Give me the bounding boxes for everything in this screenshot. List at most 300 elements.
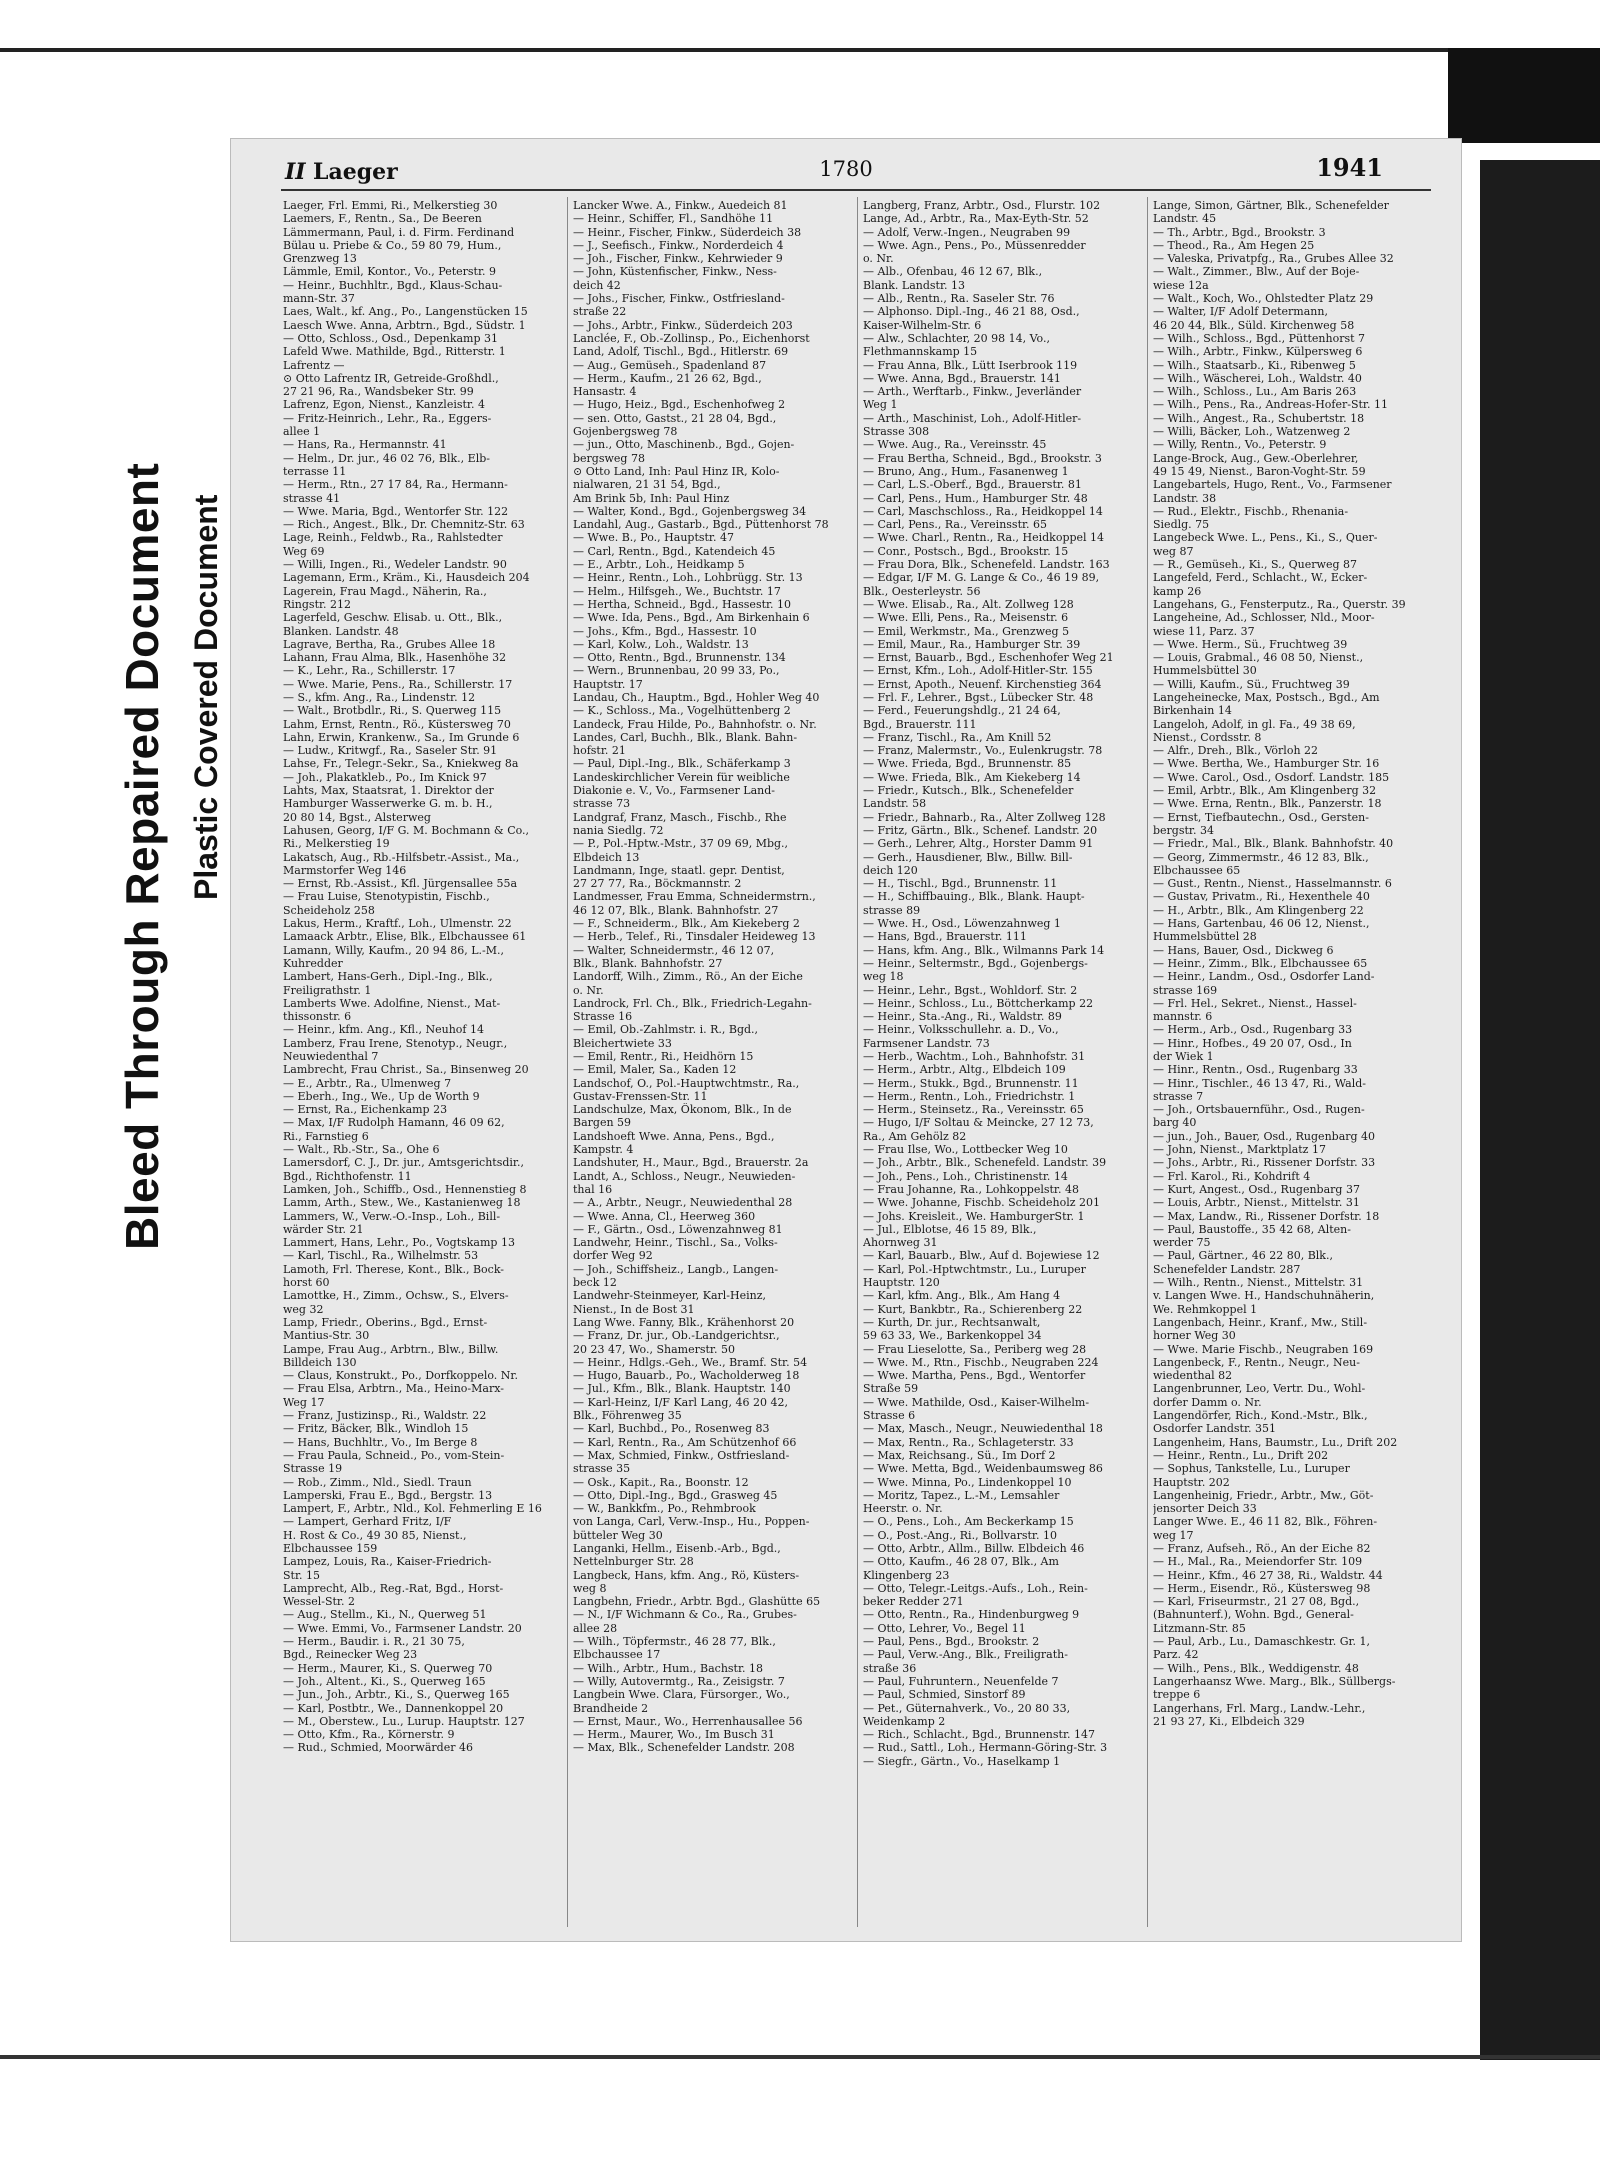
directory-entry-line: — Herm., Arbtr., Altg., Elbdeich 109: [863, 1063, 1066, 1077]
directory-entry-line: weg 18: [863, 970, 904, 984]
directory-entry-line: — Johs., Kfm., Bgd., Hassestr. 10: [573, 624, 757, 638]
directory-entry-line: — Rud., Elektr., Fischb., Rhenania-: [1153, 504, 1349, 518]
directory-entry-line: 59 63 33, We., Barkenkoppel 34: [863, 1329, 1042, 1343]
directory-entry-line: — Ernst, Ra., Eichenkamp 23: [283, 1103, 448, 1117]
directory-entry-line: — Walter, Kond., Bgd., Gojenbergsweg 34: [573, 504, 807, 518]
directory-entry-line: — Wilh., Angest., Ra., Schubertstr. 18: [1153, 411, 1365, 425]
directory-entry-line: Langanki, Hellm., Eisenb.-Arb., Bgd.,: [573, 1541, 781, 1555]
directory-entry-line: — jun., Joh., Bauer, Osd., Rugenbarg 40: [1153, 1129, 1376, 1143]
directory-entry-line: mann-Str. 37: [283, 292, 355, 306]
directory-entry-line: — Conr., Postsch., Bgd., Brookstr. 15: [863, 544, 1069, 558]
directory-entry-line: — Ernst, Kfm., Loh., Adolf-Hitler-Str. 155: [863, 664, 1093, 678]
directory-entry-line: Langbehn, Friedr., Arbtr. Bgd., Glashütte 65: [573, 1595, 821, 1609]
directory-entry-line: — Karl, Friseurmstr., 21 27 08, Bgd.,: [1153, 1595, 1360, 1609]
directory-entry-line: — Arth., Maschinist, Loh., Adolf-Hitler-: [863, 411, 1082, 425]
directory-entry-line: 20 23 47, Wo., Shamerstr. 50: [573, 1342, 735, 1356]
directory-entry-line: Landshoeft Wwe. Anna, Pens., Bgd.,: [573, 1129, 775, 1143]
directory-entry-line: Osdorfer Landstr. 351: [1153, 1422, 1277, 1436]
directory-entry-line: Langenbrunner, Leo, Vertr. Du., Wohl-: [1153, 1382, 1366, 1396]
directory-entry-line: o. Nr.: [863, 252, 894, 266]
directory-entry-line: — Rich., Schlacht., Bgd., Brunnenstr. 147: [863, 1728, 1095, 1742]
directory-entry-line: Nettelnburger Str. 28: [573, 1555, 694, 1569]
directory-entry-line: — Gustav, Privatm., Ri., Hexenthele 40: [1153, 890, 1370, 904]
directory-entry-line: — Alw., Schlachter, 20 98 14, Vo.,: [863, 331, 1050, 345]
directory-entry-line: — Wwe. Elli, Pens., Ra., Meisenstr. 6: [863, 611, 1069, 625]
directory-entry-line: — Ernst, Apoth., Neuenf. Kirchenstieg 364: [863, 677, 1102, 691]
directory-entry-line: straße 36: [863, 1661, 917, 1675]
directory-entry-line: — Otto, Rentn., Bgd., Brunnenstr. 134: [573, 651, 786, 665]
directory-entry-line: Lange, Simon, Gärtner, Blk., Schenefelder: [1153, 199, 1389, 212]
directory-entry-line: Hauptstr. 120: [863, 1276, 940, 1290]
directory-entry-line: — Eberh., Ing., We., Up de Worth 9: [283, 1089, 480, 1103]
directory-entry-line: Lamperski, Frau E., Bgd., Bergstr. 13: [283, 1488, 493, 1502]
directory-entry-line: — Wwe. Minna, Po., Lindenkoppel 10: [863, 1475, 1072, 1489]
directory-entry-line: Landau, Ch., Hauptm., Bgd., Hohler Weg 40: [573, 690, 820, 704]
directory-entry-line: — Frl. Hel., Sekret., Nienst., Hassel-: [1153, 996, 1357, 1010]
directory-entry-line: Landmann, Inge, staatl. gepr. Dentist,: [573, 863, 785, 877]
directory-entry-line: — Karl, Postbtr., We., Dannenkoppel 20: [283, 1701, 504, 1715]
directory-entry-line: Lamberz, Frau Irene, Stenotyp., Neugr.,: [283, 1036, 508, 1050]
directory-entry-line: — Walter, I/F Adolf Determann,: [1153, 305, 1328, 319]
directory-entry-line: — Herm., Stukk., Bgd., Brunnenstr. 11: [863, 1076, 1079, 1090]
bleed-through-label: Bleed Through Repaired Document: [116, 462, 168, 1250]
directory-entry-line: 21 93 27, Ki., Elbdeich 329: [1153, 1714, 1305, 1728]
directory-entry-line: — H., Mal., Ra., Meiendorfer Str. 109: [1153, 1555, 1363, 1569]
directory-entry-line: Lamken, Joh., Schiffb., Osd., Hennenstieg 8: [283, 1182, 527, 1196]
directory-entry-line: Lamberts Wwe. Adolfine, Nienst., Mat-: [283, 996, 501, 1010]
directory-entry-line: — Frau Elsa, Arbtrn., Ma., Heino-Marx-: [283, 1382, 504, 1396]
directory-entry-line: Strasse 19: [283, 1462, 343, 1476]
directory-entry-line: Lamoth, Frl. Therese, Kont., Blk., Bock-: [283, 1262, 505, 1276]
directory-entry-line: — Rich., Angest., Blk., Dr. Chemnitz-Str. 63: [283, 518, 525, 532]
directory-entry-line: — Wwe. Mathilde, Osd., Kaiser-Wilhelm-: [863, 1395, 1090, 1409]
directory-entry-line: Landgraf, Franz, Masch., Fischb., Rhe: [573, 810, 787, 824]
directory-entry-line: — M., Oberstew., Lu., Lurup. Hauptstr. 127: [283, 1714, 525, 1728]
directory-entry-line: — Karl, Buchbd., Po., Rosenweg 83: [573, 1422, 770, 1436]
directory-entry-line: — Wilh., Arbtr., Finkw., Külpersweg 6: [1153, 345, 1363, 359]
directory-entry-line: Hamburger Wasserwerke G. m. b. H.,: [283, 797, 493, 811]
directory-entry-line: — Heinr., Landm., Osd., Osdorfer Land-: [1153, 970, 1375, 984]
directory-entry-line: Langbein Wwe. Clara, Fürsorger., Wo.,: [573, 1688, 790, 1702]
directory-entry-line: Ra., Am Gehölz 82: [863, 1129, 967, 1143]
directory-entry-line: — Karl, Bauarb., Blw., Auf d. Bojewiese 12: [863, 1249, 1100, 1263]
directory-entry-line: — Johs., Arbtr., Finkw., Süderdeich 203: [573, 318, 793, 332]
directory-entry-line: der Wiek 1: [1153, 1050, 1214, 1063]
directory-entry-line: — Ernst, Maur., Wo., Herrenhausallee 56: [573, 1714, 803, 1728]
page-number: 1780: [819, 157, 873, 181]
directory-entry-line: — Carl, Rentn., Bgd., Katendeich 45: [573, 544, 776, 558]
directory-entry-line: Landwehr-Steinmeyer, Karl-Heinz,: [573, 1289, 767, 1303]
directory-entry-line: Landstr. 45: [1153, 212, 1217, 226]
directory-entry-line: wiese 11, Parz. 37: [1153, 624, 1255, 638]
directory-entry-line: Elbdeich 13: [573, 850, 640, 864]
directory-entry-line: — Ferd., Feuerungshdlg., 21 24 64,: [863, 704, 1061, 718]
directory-entry-line: — Fritz-Heinrich., Lehr., Ra., Eggers-: [283, 411, 492, 425]
directory-entry-line: — Hans, Buchhltr., Vo., Im Berge 8: [283, 1435, 478, 1449]
directory-entry-line: — H., Tischl., Bgd., Brunnenstr. 11: [863, 877, 1058, 891]
directory-entry-line: — Alphonso. Dipl.-Ing., 46 21 88, Osd.,: [863, 305, 1080, 319]
directory-entry-line: Kaiser-Wilhelm-Str. 6: [863, 318, 982, 332]
directory-entry-line: — Wwe. M., Rtn., Fischb., Neugraben 224: [863, 1355, 1099, 1369]
directory-entry-line: mannstr. 6: [1153, 1010, 1213, 1024]
directory-entry-line: — Wwe. Herm., Sü., Fruchtweg 39: [1153, 637, 1348, 651]
directory-column-1: [283, 199, 568, 1929]
directory-entry-line: Strasse 6: [863, 1409, 916, 1423]
directory-entry-line: — Jul., Kfm., Blk., Blank. Hauptstr. 140: [573, 1382, 791, 1396]
directory-entry-line: Landschof, O., Pol.-Hauptwchtmstr., Ra.,: [573, 1076, 800, 1090]
directory-entry-line: — Johs. Kreisleit., We. HamburgerStr. 1: [863, 1209, 1085, 1223]
directory-entry-line: Lafrenz, Egon, Nienst., Kanzleistr. 4: [283, 398, 485, 412]
directory-entry-line: Lambrecht, Frau Christ., Sa., Binsenweg 20: [283, 1063, 529, 1077]
directory-entry-line: — Rud., Sattl., Loh., Hermann-Göring-Str. 3: [863, 1741, 1108, 1755]
directory-entry-line: — Franz, Tischl., Ra., Am Knill 52: [863, 730, 1052, 744]
directory-entry-line: — Wilh., Rentn., Nienst., Mittelstr. 31: [1153, 1276, 1364, 1290]
directory-entry-line: — Hertha, Schneid., Bgd., Hassestr. 10: [573, 597, 792, 611]
directory-entry-line: — Frau Anna, Blk., Lütt Iserbrook 119: [863, 358, 1078, 372]
directory-entry-line: wiedenthal 82: [1153, 1369, 1233, 1383]
directory-entry-line: Lambert, Hans-Gerh., Dipl.-Ing., Blk.,: [283, 970, 493, 984]
directory-entry-line: — Heinr., Zimm., Blk., Elbchaussee 65: [1153, 956, 1368, 970]
directory-entry-line: — Herm., Maurer, Ki., S. Querweg 70: [283, 1661, 493, 1675]
directory-entry-line: — Herm., Baudir. i. R., 21 30 75,: [283, 1635, 465, 1649]
directory-entry-line: — Paul, Schmied, Sinstorf 89: [863, 1688, 1026, 1702]
directory-entry-line: bergstr. 34: [1153, 823, 1214, 837]
directory-entry-line: — K., Schloss., Ma., Vogelhüttenberg 2: [573, 704, 791, 718]
directory-entry-line: — Otto, Schloss., Osd., Depenkamp 31: [283, 331, 499, 345]
directory-entry-line: Langerhaansz Wwe. Marg., Blk., Süllbergs-: [1153, 1674, 1396, 1688]
directory-entry-line: — Claus, Konstrukt., Po., Dorfkoppelo. Nr.: [283, 1369, 518, 1383]
directory-entry-line: — Wwe. Frieda, Blk., Am Kiekeberg 14: [863, 770, 1081, 784]
directory-entry-line: treppe 6: [1153, 1688, 1201, 1702]
directory-entry-line: — Paul, Gärtner., 46 22 80, Blk.,: [1153, 1249, 1333, 1263]
directory-entry-line: — Wwe. Agn., Pens., Po., Müssenredder: [863, 238, 1086, 252]
directory-entry-line: — John, Küstenfischer, Finkw., Ness-: [573, 265, 777, 279]
directory-entry-line: thissonstr. 6: [283, 1010, 352, 1024]
directory-entry-line: — Sophus, Tankstelle, Lu., Luruper: [1153, 1462, 1350, 1476]
directory-entry-line: dorfer Weg 92: [573, 1249, 653, 1263]
directory-entry-line: deich 42: [573, 278, 621, 292]
directory-entry-line: — Willy, Autovermtg., Ra., Zeisigstr. 7: [573, 1674, 785, 1688]
directory-entry-line: Laemers, F., Rentn., Sa., De Beeren: [283, 212, 482, 226]
directory-entry-line: — Heinr., Lehr., Bgst., Wohldorf. Str. 2: [863, 983, 1078, 997]
directory-entry-line: Lanclée, F., Ob.-Zollinsp., Po., Eichenhorst: [573, 331, 810, 345]
directory-entry-line: — Hans, Bauer, Osd., Dickweg 6: [1153, 943, 1334, 957]
directory-entry-line: — sen. Otto, Gastst., 21 28 04, Bgd.,: [573, 411, 777, 425]
directory-entry-line: — Wwe. H., Osd., Löwenzahnweg 1: [863, 917, 1061, 931]
directory-entry-line: 46 20 44, Blk., Süld. Kirchenweg 58: [1153, 318, 1355, 332]
directory-entry-line: Mantius-Str. 30: [283, 1329, 370, 1343]
directory-entry-line: wärder Str. 21: [283, 1222, 364, 1236]
directory-entry-line: — Joh., Ortsbauernführ., Osd., Rugen-: [1153, 1103, 1365, 1117]
directory-entry-line: Blk., Blank. Bahnhofstr. 27: [573, 956, 723, 970]
directory-entry-line: Land, Adolf, Tischl., Bgd., Hitlerstr. 69: [573, 345, 789, 359]
directory-entry-line: Langenbach, Heinr., Kranf., Mw., Still-: [1153, 1315, 1368, 1329]
directory-entry-line: weg 32: [283, 1302, 324, 1316]
directory-entry-line: — Walter, Schneidermstr., 46 12 07,: [573, 943, 775, 957]
directory-entry-line: Weg 69: [283, 544, 325, 558]
directory-entry-line: Lampe, Frau Aug., Arbtrn., Blw., Billw.: [283, 1342, 499, 1356]
directory-entry-line: bergsweg 78: [573, 451, 645, 465]
header-rule: [281, 189, 1431, 191]
directory-entry-line: Ri., Farnstieg 6: [283, 1129, 369, 1143]
directory-entry-line: — Ludw., Kritwgf., Ra., Saseler Str. 91: [283, 744, 498, 758]
directory-entry-line: — Wwe. B., Po., Hauptstr. 47: [573, 531, 734, 545]
directory-entry-line: hofstr. 21: [573, 744, 626, 758]
directory-entry-line: — Wwe. Emmi, Vo., Farmsener Landstr. 20: [283, 1621, 522, 1635]
directory-entry-line: Blk., Föhrenweg 35: [573, 1409, 682, 1423]
directory-entry-line: — Wwe. Charl., Rentn., Ra., Heidkoppel 14: [863, 531, 1105, 545]
directory-entry-line: — Alb., Ofenbau, 46 12 67, Blk.,: [863, 265, 1043, 279]
scan-edge-bottom: [0, 2055, 1600, 2059]
directory-entry-line: Landschulze, Max, Ökonom, Blk., In de: [573, 1103, 792, 1117]
directory-entry-line: H. Rost & Co., 49 30 85, Nienst.,: [283, 1528, 467, 1542]
directory-entry-line: Lamaack Arbtr., Elise, Blk., Elbchaussee 61: [283, 930, 527, 944]
directory-entry-line: — Helm., Hilfsgeh., We., Buchtstr. 17: [573, 584, 781, 598]
directory-entry-line: Brandheide 2: [573, 1701, 649, 1715]
directory-entry-line: — Hugo, I/F Soltau & Meincke, 27 12 73,: [863, 1116, 1094, 1130]
directory-entry-line: — Lampert, Gerhard Fritz, I/F: [283, 1515, 452, 1529]
directory-entry-line: — Max, Schmied, Finkw., Ostfriesland-: [573, 1448, 790, 1462]
directory-entry-line: — Aug., Stellm., Ki., N., Querweg 51: [283, 1608, 487, 1622]
directory-entry-line: barg 40: [1153, 1116, 1197, 1130]
directory-entry-line: — Heinr., Fischer, Finkw., Süderdeich 38: [573, 225, 802, 239]
directory-entry-line: Lahusen, Georg, I/F G. M. Bochmann & Co.,: [283, 823, 530, 837]
directory-entry-line: nialwaren, 21 31 54, Bgd.,: [573, 478, 721, 492]
directory-entry-line: 49 15 49, Nienst., Baron-Voght-Str. 59: [1153, 464, 1366, 478]
directory-entry-line: dorfer Damm o. Nr.: [1153, 1395, 1262, 1409]
directory-entry-line: — Frau Dora, Blk., Schenefeld. Landstr. 163: [863, 558, 1110, 572]
directory-entry-line: — Carl, Pens., Hum., Hamburger Str. 48: [863, 491, 1088, 505]
directory-entry-line: — Adolf, Verw.-Ingen., Neugraben 99: [863, 225, 1071, 239]
directory-entry-line: — Frau Johanne, Ra., Lohkoppelstr. 48: [863, 1182, 1079, 1196]
directory-entry-line: — Joh., Arbtr., Blk., Schenefeld. Landstr. 39: [863, 1156, 1107, 1170]
directory-entry-line: — Frau Ilse, Wo., Lottbecker Weg 10: [863, 1143, 1068, 1157]
directory-entry-line: Landwehr, Heinr., Tischl., Sa., Volks-: [573, 1236, 778, 1250]
directory-entry-line: Kampstr. 4: [573, 1143, 634, 1157]
directory-entry-line: — Willy, Rentn., Vo., Peterstr. 9: [1153, 438, 1327, 452]
directory-entry-line: Lafrentz —: [283, 358, 345, 372]
directory-entry-line: — Emil, Werkmstr., Ma., Grenzweg 5: [863, 624, 1070, 638]
directory-entry-line: Lage, Reinh., Feldwb., Ra., Rahlstedter: [283, 531, 503, 545]
directory-entry-line: — jun., Otto, Maschinenb., Bgd., Gojen-: [573, 438, 795, 452]
directory-column-4: [1153, 199, 1438, 1929]
directory-entry-line: — Hans, Ra., Hermannstr. 41: [283, 438, 447, 452]
directory-entry-line: Gojenbergsweg 78: [573, 425, 678, 439]
directory-entry-line: — Joh., Plakatkleb., Po., Im Knick 97: [283, 770, 487, 784]
directory-entry-line: Freiligrathstr. 1: [283, 983, 372, 997]
directory-entry-line: — Heinr., Rentn., Lu., Drift 202: [1153, 1448, 1329, 1462]
directory-entry-line: — Joh., Altent., Ki., S., Querweg 165: [283, 1674, 486, 1688]
directory-entry-line: — Edgar, I/F M. G. Lange & Co., 46 19 89,: [863, 571, 1100, 585]
directory-entry-line: — Franz, Dr. jur., Ob.-Landgerichtsr.,: [573, 1329, 780, 1343]
directory-entry-line: Ringstr. 212: [283, 597, 352, 611]
directory-entry-line: — Aug., Gemüseh., Spadenland 87: [573, 358, 767, 372]
directory-entry-line: Straße 59: [863, 1382, 919, 1396]
directory-entry-line: — Jun., Joh., Arbtr., Ki., S., Querweg 165: [283, 1688, 510, 1702]
directory-entry-line: Klingenberg 23: [863, 1568, 950, 1582]
directory-entry-line: — F., Schneiderm., Blk., Am Kiekeberg 2: [573, 917, 800, 931]
directory-entry-line: kamp 26: [1153, 584, 1202, 598]
directory-entry-line: — Wwe. Aug., Ra., Vereinsstr. 45: [863, 438, 1047, 452]
directory-entry-line: horner Weg 30: [1153, 1329, 1236, 1343]
volume-number: II: [285, 159, 306, 185]
directory-entry-line: Laes, Walt., kf. Ang., Po., Langenstücken 15: [283, 305, 528, 319]
directory-entry-line: — Heinr., kfm. Ang., Kfl., Neuhof 14: [283, 1023, 484, 1037]
directory-column-3: [863, 199, 1148, 1929]
directory-entry-line: Scheideholz 258: [283, 903, 375, 917]
directory-entry-line: — Wwe. Bertha, We., Hamburger Str. 16: [1153, 757, 1380, 771]
directory-entry-line: bütteler Weg 30: [573, 1528, 663, 1542]
directory-entry-line: — H., Arbtr., Blk., Am Klingenberg 22: [1153, 903, 1364, 917]
directory-entry-line: Langenheinig, Friedr., Arbtr., Mw., Göt-: [1153, 1488, 1374, 1502]
directory-entry-line: Lamprecht, Alb., Reg.-Rat, Bgd., Horst-: [283, 1581, 504, 1595]
directory-entry-line: — O., Pens., Loh., Am Beckerkamp 15: [863, 1515, 1074, 1529]
directory-entry-line: — Ernst, Bauarb., Bgd., Eschenhofer Weg 21: [863, 651, 1114, 665]
directory-entry-line: Lange-Brock, Aug., Gew.-Oberlehrer,: [1153, 451, 1359, 465]
directory-entry-line: Langenheim, Hans, Baumstr., Lu., Drift 202: [1153, 1435, 1398, 1449]
directory-entry-line: Nienst., Cordsstr. 8: [1153, 730, 1262, 744]
column-divider: [567, 197, 568, 1927]
directory-entry-line: Lahts, Max, Staatsrat, 1. Direktor der: [283, 784, 494, 798]
directory-entry-line: — Paul, Arb., Lu., Damaschkestr. Gr. 1,: [1153, 1635, 1371, 1649]
column-divider: [1147, 197, 1148, 1927]
directory-entry-line: Hansastr. 4: [573, 385, 637, 399]
directory-entry-line: — Karl, Kolw., Loh., Waldstr. 13: [573, 637, 749, 651]
directory-entry-line: deich 120: [863, 863, 918, 877]
directory-entry-line: — Herb., Telef., Ri., Tinsdaler Heideweg 13: [573, 930, 816, 944]
directory-entry-line: (Bahnunterf.), Wohn. Bgd., General-: [1153, 1608, 1354, 1622]
directory-entry-line: — Alfr., Dreh., Blk., Vörloh 22: [1153, 744, 1319, 758]
directory-entry-line: allee 1: [283, 425, 321, 439]
directory-entry-line: — Paul, Fuhruntern., Neuenfelde 7: [863, 1674, 1059, 1688]
directory-entry-line: — Arth., Werftarb., Finkw., Jeverländer: [863, 385, 1082, 399]
directory-entry-line: Litzmann-Str. 85: [1153, 1621, 1246, 1635]
directory-entry-line: Landes, Carl, Buchh., Blk., Blank. Bahn-: [573, 730, 798, 744]
directory-entry-line: Lahann, Frau Alma, Blk., Hasenhöhe 32: [283, 651, 507, 665]
directory-entry-line: — F., Gärtn., Osd., Löwenzahnweg 81: [573, 1222, 783, 1236]
directory-entry-line: — Walt., Rb.-Str., Sa., Ohe 6: [283, 1143, 440, 1157]
directory-entry-line: Lämmermann, Paul, i. d. Firm. Ferdinand: [283, 225, 515, 239]
directory-entry-line: — Emil, Maler, Sa., Kaden 12: [573, 1063, 737, 1077]
directory-entry-line: — Louis, Arbtr., Nienst., Mittelstr. 31: [1153, 1196, 1360, 1210]
directory-entry-line: 20 80 14, Bgst., Alsterweg: [283, 810, 431, 824]
directory-entry-line: — Willi, Kaufm., Sü., Fruchtweg 39: [1153, 677, 1350, 691]
directory-entry-line: — Wilh., Arbtr., Hum., Bachstr. 18: [573, 1661, 764, 1675]
directory-entry-line: — Max, Landw., Ri., Rissener Dorfstr. 18: [1153, 1209, 1380, 1223]
directory-entry-line: weg 17: [1153, 1528, 1194, 1542]
directory-entry-line: Weg 17: [283, 1395, 325, 1409]
directory-entry-line: — Otto, Rentn., Ra., Hindenburgweg 9: [863, 1608, 1080, 1622]
directory-entry-line: — Rob., Zimm., Nld., Siedl. Traun: [283, 1475, 472, 1489]
directory-entry-line: — Karl, kfm. Ang., Blk., Am Hang 4: [863, 1289, 1061, 1303]
directory-entry-line: — Emil, Rentr., Ri., Heidhörn 15: [573, 1050, 754, 1063]
directory-entry-line: Farmsener Landstr. 73: [863, 1036, 990, 1050]
directory-entry-line: Lamottke, H., Zimm., Ochsw., S., Elvers-: [283, 1289, 509, 1303]
directory-entry-line: — Gerh., Lehrer, Altg., Horster Damm 91: [863, 837, 1094, 851]
directory-entry-line: — Siegfr., Gärtn., Vo., Haselkamp 1: [863, 1754, 1061, 1768]
directory-entry-line: Landeskirchlicher Verein für weibliche: [573, 770, 790, 784]
directory-entry-line: strasse 169: [1153, 983, 1218, 997]
directory-entry-line: — Herm., Steinsetz., Ra., Vereinsstr. 65: [863, 1103, 1084, 1117]
directory-entry-line: — Heinr., Sta.-Ang., Ri., Waldstr. 89: [863, 1010, 1062, 1024]
directory-entry-line: weg 8: [573, 1581, 607, 1595]
directory-entry-line: — Franz, Malermstr., Vo., Eulenkrugstr. 78: [863, 744, 1103, 758]
directory-entry-line: Lahn, Erwin, Krankenw., Sa., Im Grunde 6: [283, 730, 520, 744]
directory-column-2: [573, 199, 858, 1929]
directory-entry-line: — John, Nienst., Marktplatz 17: [1153, 1143, 1326, 1157]
directory-entry-line: Langeheinecke, Max, Postsch., Bgd., Am: [1153, 690, 1380, 704]
directory-entry-line: Lang Wwe. Fanny, Blk., Krähenhorst 20: [573, 1315, 795, 1329]
directory-entry-line: — Herm., Arb., Osd., Rugenbarg 33: [1153, 1023, 1353, 1037]
directory-entry-line: — Joh., Pens., Loh., Christinenstr. 14: [863, 1169, 1068, 1183]
directory-entry-line: — Bruno, Ang., Hum., Fasanenweg 1: [863, 464, 1069, 478]
directory-entry-line: — Hans, Bgd., Brauerstr. 111: [863, 930, 1027, 944]
directory-entry-line: Landeck, Frau Hilde, Po., Bahnhofstr. o. Nr.: [573, 717, 817, 731]
directory-entry-line: Lahse, Fr., Telegr.-Sekr., Sa., Kniekweg 8a: [283, 757, 519, 771]
directory-entry-line: Lahm, Ernst, Rentn., Rö., Küstersweg 70: [283, 717, 511, 731]
directory-entry-line: Landstr. 38: [1153, 491, 1217, 505]
directory-entry-line: — S., kfm. Ang., Ra., Lindenstr. 12: [283, 690, 476, 704]
directory-entry-line: — Max, Reichsang., Sü., Im Dorf 2: [863, 1448, 1056, 1462]
directory-entry-line: Flethmannskamp 15: [863, 345, 978, 359]
directory-entry-line: — Herm., Eisendr., Rö., Küstersweg 98: [1153, 1581, 1371, 1595]
directory-entry-line: Laesch Wwe. Anna, Arbtrn., Bgd., Südstr. 1: [283, 318, 526, 332]
directory-entry-line: — Frl. F., Lehrer., Bgst., Lübecker Str. 48: [863, 690, 1094, 704]
directory-entry-line: — Frau Paula, Schneid., Po., vom-Stein-: [283, 1448, 505, 1462]
directory-entry-line: — Willi, Bäcker, Loh., Watzenweg 2: [1153, 425, 1351, 439]
directory-entry-line: — Valeska, Privatpfg., Ra., Grubes Allee 32: [1153, 252, 1394, 266]
directory-year: 1941: [1316, 153, 1383, 182]
directory-entry-line: — R., Gemüseh., Ki., S., Querweg 87: [1153, 558, 1357, 572]
directory-entry-line: Billdeich 130: [283, 1355, 357, 1369]
directory-entry-line: — Wwe. Ida, Pens., Bgd., Am Birkenhain 6: [573, 611, 810, 625]
directory-entry-line: — Paul, Dipl.-Ing., Blk., Schäferkamp 3: [573, 757, 791, 771]
directory-entry-line: Langebartels, Hugo, Rent., Vo., Farmsener: [1153, 478, 1392, 492]
directory-entry-line: — Wilh., Pens., Blk., Weddigenstr. 48: [1153, 1661, 1359, 1675]
directory-entry-line: Lamp, Friedr., Oberins., Bgd., Ernst-: [283, 1315, 488, 1329]
directory-entry-line: — Johs., Fischer, Finkw., Ostfriesland-: [573, 292, 785, 306]
directory-entry-line: Laeger, Frl. Emmi, Ri., Melkerstieg 30: [283, 199, 498, 212]
directory-entry-line: — Frl. Karol., Ri., Kohdrift 4: [1153, 1169, 1311, 1183]
directory-entry-line: — Karl-Heinz, I/F Karl Lang, 46 20 42,: [573, 1395, 788, 1409]
directory-entry-line: — Heinr., Buchhltr., Bgd., Klaus-Schau-: [283, 278, 503, 292]
directory-entry-line: — A., Arbtr., Neugr., Neuwiedenthal 28: [573, 1196, 793, 1210]
directory-entry-line: Lakus, Herm., Kraftf., Loh., Ulmenstr. 22: [283, 917, 512, 931]
directory-entry-line: Grenzweg 13: [283, 252, 357, 266]
directory-entry-line: Lancker Wwe. A., Finkw., Auedeich 81: [573, 199, 788, 212]
directory-entry-line: — Jul., Elblotse, 46 15 89, Blk.,: [863, 1222, 1037, 1236]
directory-entry-line: — Joh., Schiffsheiz., Langb., Langen-: [573, 1262, 779, 1276]
directory-entry-line: — Joh., Fischer, Finkw., Kehrwieder 9: [573, 252, 783, 266]
directory-entry-line: — Walt., Koch, Wo., Ohlstedter Platz 29: [1153, 292, 1374, 306]
directory-entry-line: — Paul, Baustoffe., 35 42 68, Alten-: [1153, 1222, 1351, 1236]
directory-entry-line: Weidenkamp 2: [863, 1714, 946, 1728]
directory-entry-line: — N., I/F Wichmann & Co., Ra., Grubes-: [573, 1608, 797, 1622]
directory-entry-line: — Wwe. Maria, Bgd., Wentorfer Str. 122: [283, 504, 509, 518]
plastic-covered-label: Plastic Covered Document: [188, 494, 224, 900]
directory-entry-line: Am Brink 5b, Inh: Paul Hinz: [573, 491, 730, 505]
directory-entry-line: — Hans, Gartenbau, 46 06 12, Nienst.,: [1153, 917, 1370, 931]
directory-entry-line: — Walt., Zimmer., Blw., Auf der Boje-: [1153, 265, 1360, 279]
directory-entry-line: — K., Lehr., Ra., Schillerstr. 17: [283, 664, 456, 678]
directory-entry-line: — Rud., Schmied, Moorwärder 46: [283, 1741, 473, 1755]
directory-entry-line: Lampez, Louis, Ra., Kaiser-Friedrich-: [283, 1555, 492, 1569]
directory-entry-line: Kuhredder: [283, 956, 343, 970]
directory-entry-line: — Hans, kfm. Ang., Blk., Wilmanns Park 14: [863, 943, 1105, 957]
directory-entry-line: Lampert, F., Arbtr., Nld., Kol. Fehmerling E 16: [283, 1502, 542, 1516]
directory-entry-line: — Wwe. Johanne, Fischb. Scheideholz 201: [863, 1196, 1101, 1210]
directory-entry-line: Lakatsch, Aug., Rb.-Hilfsbetr.-Assist., Ma.,: [283, 850, 520, 864]
